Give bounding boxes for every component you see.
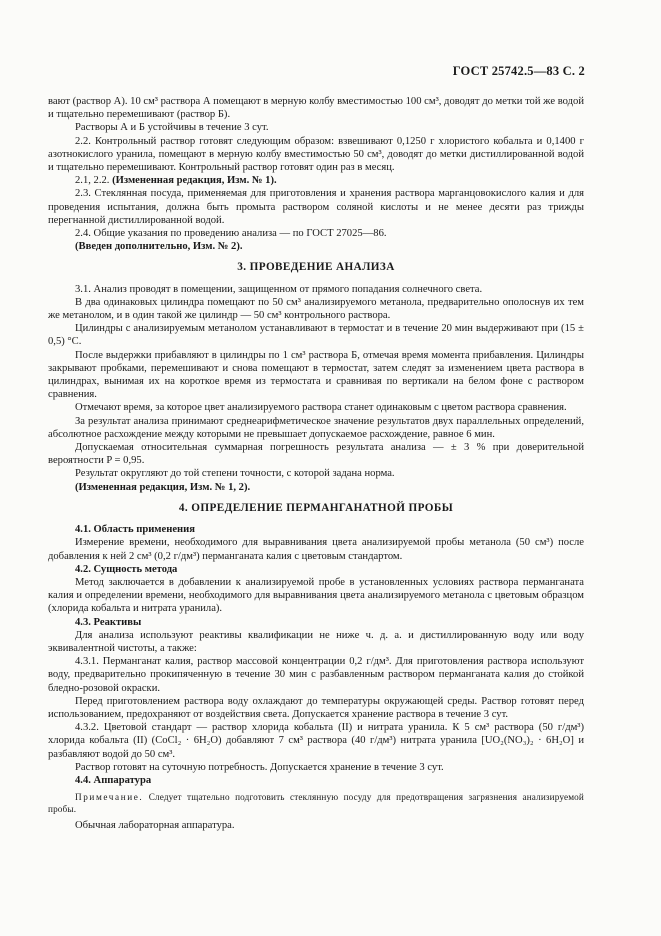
note-label: Примечание. (75, 792, 144, 803)
amendment-text: (Измененная редакция, Изм. № 1). (112, 175, 277, 187)
paragraph: Отмечают время, за которое цвет анализируемого раствора станет одинаковым с цветом раствора сравнения. (75, 402, 567, 414)
paragraph: Результат округляют до той степени точности, с которой задана норма. (75, 468, 395, 480)
document-body (48, 95, 584, 832)
subsection-title: 4.3. Реактивы (75, 616, 142, 628)
paragraph: В два одинаковых цилиндра помещают по 50 см³ анализируемого метанола, предварительно ополоснув их тем же метанолом, и в один такой же цилиндр — 50 см³ контрольного раствора. (48, 296, 584, 322)
paragraph: 4.3.2. Цветовой стандарт — раствор хлорида кобальта (II) и нитрата уранила. К 5 см³ раствора (50 г/дм³) хлорида кобальта (II) (CoCl₂ · 6H₂O) добавляют 7 см³ раствора (40 г/дм³) нитрата уранила [UO₂(NO₃)₂ · 6H₂O] и разбавляют водой до 50 см³. (48, 722, 584, 760)
paragraph: Для анализа используют реактивы квалификации не ниже ч. д. а. и дистиллированную воду или воду эквивалентной чистоты, а также: (48, 629, 584, 654)
paragraph: Раствор готовят на суточную потребность. Допускается хранение в течение 3 сут. (75, 761, 444, 773)
paragraph: 3.1. Анализ проводят в помещении, защищенном от прямого попадания солнечного света. (75, 283, 483, 295)
paragraph: 4.3.1. Перманганат калия, раствор массовой концентрации 0,2 г/дм³. Для приготовления раствора используют воду, предварительно прокипяченную в течение 30 мин с разбавленным раствором перманганата калия до стойкой бледно-розовой окраски. (48, 656, 584, 694)
paragraph: Перед приготовлением раствора воду охлаждают до температуры окружающей среды. Раствор готовят перед использованием, предохраняют от воздействия света. Допускается хранение раствора в течение 3 сут. (48, 695, 584, 720)
section-heading: 4. ОПРЕДЕЛЕНИЕ ПЕРМАНГАНАТНОЙ ПРОБЫ (178, 501, 454, 514)
subsection-title: 4.1. Область применения (75, 524, 195, 536)
section-heading: 3. ПРОВЕДЕНИЕ АНАЛИЗА (237, 261, 395, 274)
paragraph: вают (раствор А). 10 см³ раствора А помещают в мерную колбу вместимостью 100 см³, доводят до метки той же водой и тщательно перемешивают (раствор Б). (48, 96, 584, 121)
paragraph: Обычная лабораторная аппаратура. (75, 820, 235, 832)
clause-ref: 2.1, 2.2. (75, 175, 110, 187)
paragraph: Цилиндры с анализируемым метанолом устанавливают в термостат и в течение 20 мин выдерживают при (15 ± 0,5) °С. (48, 323, 584, 348)
subsection-title: 4.4. Аппаратура (75, 774, 152, 786)
paragraph: Метод заключается в добавлении к анализируемой пробе в установленных условиях раствора перманганата калия и определении времени, необходимого для выравнивания цвета анализируемого метанола с цветовым образцом (хлорида кобальта и нитрата уранила). (48, 576, 584, 615)
paragraph: 2.4. Общие указания по проведению анализа — по ГОСТ 27025—86. (75, 228, 387, 240)
paragraph: Растворы А и Б устойчивы в течение 3 сут. (75, 122, 269, 134)
amendment-note: (Измененная редакция, Изм. № 1, 2). (75, 481, 251, 493)
amendment-note: (Введен дополнительно, Изм. № 2). (75, 241, 243, 253)
note-text: Следует тщательно подготовить стеклянную посуду для предотвращения загрязнения анализируемой пробы. (48, 792, 584, 815)
amendment-note (48, 174, 584, 187)
paragraph: 2.3. Стеклянная посуда, применяемая для приготовления и хранения раствора марганцовокислого калия и для проведения испытания, должна быть промыта раствором соляной кислоты и не менее десяти раз трижды перегнанной дистиллированной водой. (48, 188, 584, 226)
paragraph: 2.2. Контрольный раствор готовят следующим образом: взвешивают 0,1250 г хлористого кобальта и 0,1400 г азотнокислого уранила, помещают в мерную колбу вместимостью 50 см³, доводят до метки дистиллированной водой и тщательно перемешивают. Контрольный раствор готовят один раз в месяц. (48, 135, 584, 174)
paragraph: Допускаемая относительная суммарная погрешность результата анализа — ± 3 % при доверительной вероятности P = 0,95. (48, 442, 584, 467)
page-header: ГОСТ 25742.5—83 С. 2 (452, 64, 585, 78)
paragraph: После выдержки прибавляют в цилиндры по 1 см³ раствора Б, отмечая время момента прибавления. Цилиндры закрывают пробками, перемешивают и снова помещают в термостат, затем следят за изменением цвета раствора в цилиндрах, вынимая их на короткое время из термостата и сравнивая по вертикали на белом фоне с раствором сравнения. (48, 349, 584, 401)
paragraph: Измерение времени, необходимого для выравнивания цвета анализируемой пробы метанола (50 см³) после добавления к ней 2 см³ (0,2 г/дм³) перманганата калия с цветовым стандартом. (48, 537, 584, 562)
note (48, 791, 584, 815)
paragraph: За результат анализа принимают среднеарифметическое значение результатов двух параллельных определений, абсолютное расхождение между которыми не превышает допускаемое расхождение, равное 6 мин. (48, 415, 584, 440)
subsection-title: 4.2. Сущность метода (75, 563, 178, 575)
